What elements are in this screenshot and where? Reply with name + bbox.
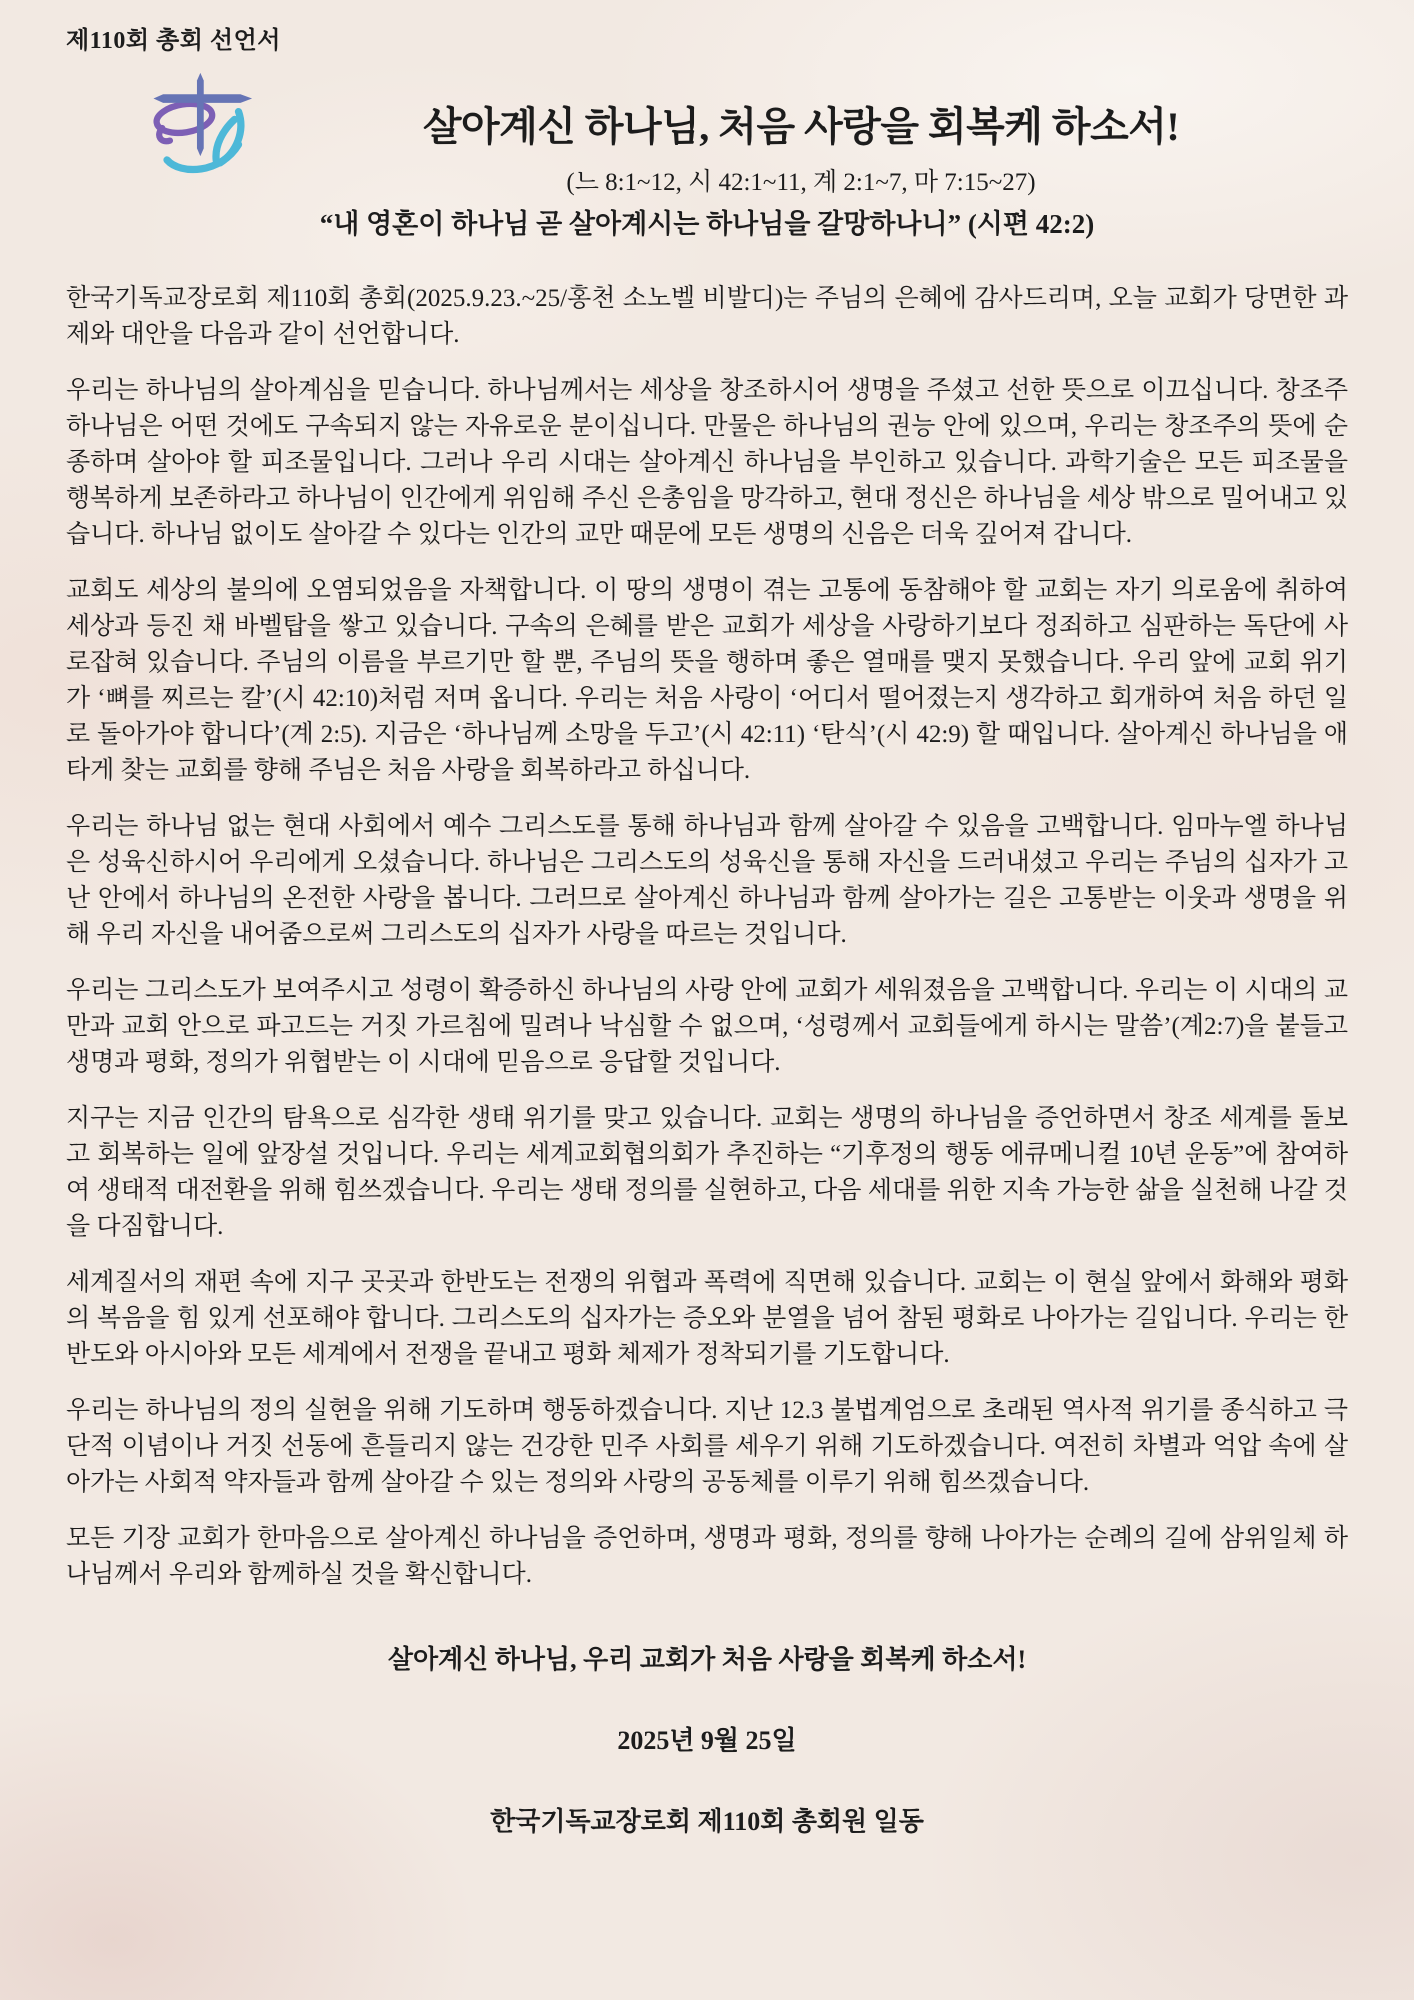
closing-prayer: 살아계신 하나님, 우리 교회가 처음 사랑을 회복케 하소서! bbox=[387, 1645, 1027, 1674]
closing-signature: 한국기독교장로회 제110회 총회원 일동 bbox=[490, 1807, 924, 1836]
scripture-references: (느 8:1~12, 시 42:1~11, 계 2:1~7, 마 7:15~27) bbox=[566, 169, 1036, 196]
logo-fish-shape bbox=[155, 100, 215, 141]
title-block bbox=[254, 69, 1348, 198]
paragraph-intro: 한국기독교장로회 제110회 총회(2025.9.23.~25/홍천 소노벨 비발디)는 주님의 은혜에 감사드리며, 오늘 교회가 당면한 과제와 대안을 다음과 같이 선언합니다. bbox=[66, 285, 1348, 348]
paragraph-holy-spirit: 우리는 그리스도가 보여주시고 성령이 확증하신 하나님의 사랑 안에 교회가 세워졌음을 고백합니다. 우리는 이 시대의 교만과 교회 안으로 파고드는 거짓 가르침에 밀려나 낙심할 수 없으며, ‘성령께서 교회들에게 하시는 말씀’(계2:7)을 붙들고 생명과 평화, 정의가 위협받는 이 시대에 믿음으로 응답할 것입니다. bbox=[66, 977, 1348, 1076]
closing-section bbox=[66, 1639, 1348, 1838]
paragraph-living-god: 우리는 하나님의 살아계심을 믿습니다. 하나님께서는 세상을 창조하시어 생명을 주셨고 선한 뜻으로 이끄십니다. 창조주 하나님은 어떤 것에도 구속되지 않는 자유로운 분이십니다. 만물은 하나님의 권능 안에 있으며, 우리는 창조주의 뜻에 순종하며 살아야 할 피조물입니다. 그러나 우리 시대는 살아계신 하나님을 부인하고 있습니다. 과학기술은 모든 피조물을 행복하게 보존하라고 하나님이 인간에게 위임해 주신 은총임을 망각하고, 현대 정신은 하나님을 세상 밖으로 밀어내고 있습니다. 하나님 없이도 살아갈 수 있다는 인간의 교만 때문에 모든 생명의 신음은 더욱 깊어져 갑니다. bbox=[66, 377, 1348, 548]
logo-boat-shape bbox=[167, 112, 241, 170]
closing-date: 2025년 9월 25일 bbox=[617, 1726, 797, 1755]
page-title: 살아계신 하나님, 처음 사랑을 회복케 하소서! bbox=[422, 104, 1180, 149]
paragraph-church-repentance: 교회도 세상의 불의에 오염되었음을 자책합니다. 이 땅의 생명이 겪는 고통에 동참해야 할 교회는 자기 의로움에 취하여 세상과 등진 채 바벨탑을 쌓고 있습니다. 구속의 은혜를 받은 교회가 세상을 사랑하기보다 정죄하고 심판하는 독단에 사로잡혀 있습니다. 주님의 이름을 부르기만 할 뿐, 주님의 뜻을 행하며 좋은 열매를 맺지 못했습니다. 우리 앞에 교회 위기가 ‘뼈를 찌르는 칼’(시 42:10)처럼 저며 옵니다. 우리는 처음 사랑이 ‘어디서 떨어졌는지 생각하고 회개하여 처음 하던 일로 돌아가야 합니다’(계 2:5). 지금은 ‘하나님께 소망을 두고’(시 42:11) ‘탄식’(시 42:9) 할 때입니다. 살아계신 하나님을 애타게 찾는 교회를 향해 주님은 처음 사랑을 회복하라고 하십니다. bbox=[66, 577, 1348, 784]
paragraph-pilgrimage: 모든 기장 교회가 한마음으로 살아계신 하나님을 증언하며, 생명과 평화, 정의를 향해 나아가는 순례의 길에 삼위일체 하나님께서 우리와 함께하실 것을 확신합니다. bbox=[66, 1525, 1348, 1588]
paragraph-incarnation: 우리는 하나님 없는 현대 사회에서 예수 그리스도를 통해 하나님과 함께 살아갈 수 있음을 고백합니다. 임마누엘 하나님은 성육신하시어 우리에게 오셨습니다. 하나님은 그리스도의 성육신을 통해 자신을 드러내셨고 우리는 주님의 십자가 고난 안에서 하나님의 온전한 사랑을 봅니다. 그러므로 살아계신 하나님과 함께 살아가는 길은 고통받는 이웃과 생명을 위해 우리 자신을 내어줌으로써 그리스도의 십자가 사랑을 따르는 것입니다. bbox=[66, 813, 1348, 948]
document-header bbox=[66, 69, 1348, 198]
paragraph-ecology: 지구는 지금 인간의 탐욕으로 심각한 생태 위기를 맞고 있습니다. 교회는 생명의 하나님을 증언하면서 창조 세계를 돌보고 회복하는 일에 앞장설 것입니다. 우리는 세계교회협의회가 추진하는 “기후정의 행동 에큐메니컬 10년 운동”에 참여하여 생태적 대전환을 위해 힘쓰겠습니다. 우리는 생태 정의를 실현하고, 다음 세대를 위한 지속 가능한 삶을 실천해 나갈 것을 다짐합니다. bbox=[66, 1105, 1348, 1240]
declaration-body bbox=[66, 281, 1348, 1593]
paragraph-peace: 세계질서의 재편 속에 지구 곳곳과 한반도는 전쟁의 위협과 폭력에 직면해 있습니다. 교회는 이 현실 앞에서 화해와 평화의 복음을 힘 있게 선포해야 합니다. 그리스도의 십자가는 증오와 분열을 넘어 참된 평화로 나아가는 길입니다. 우리는 한반도와 아시아와 모든 세계에서 전쟁을 끝내고 평화 체제가 정착되기를 기도합니다. bbox=[66, 1269, 1348, 1368]
paragraph-justice: 우리는 하나님의 정의 실현을 위해 기도하며 행동하겠습니다. 지난 12.3 불법계엄으로 초래된 역사적 위기를 종식하고 극단적 이념이나 거짓 선동에 흔들리지 않는 건강한 민주 사회를 세우기 위해 기도하겠습니다. 여전히 차별과 억압 속에 살아가는 사회적 약자들과 함께 살아갈 수 있는 정의와 사랑의 공동체를 이루기 위해 힘쓰겠습니다. bbox=[66, 1397, 1348, 1496]
prok-church-logo-icon bbox=[138, 69, 254, 189]
scripture-quote: “내 영혼이 하나님 곧 살아계시는 하나님을 갈망하나니” (시편 42:2) bbox=[319, 209, 1095, 239]
document-label: 제110회 총회 선언서 bbox=[66, 28, 281, 54]
